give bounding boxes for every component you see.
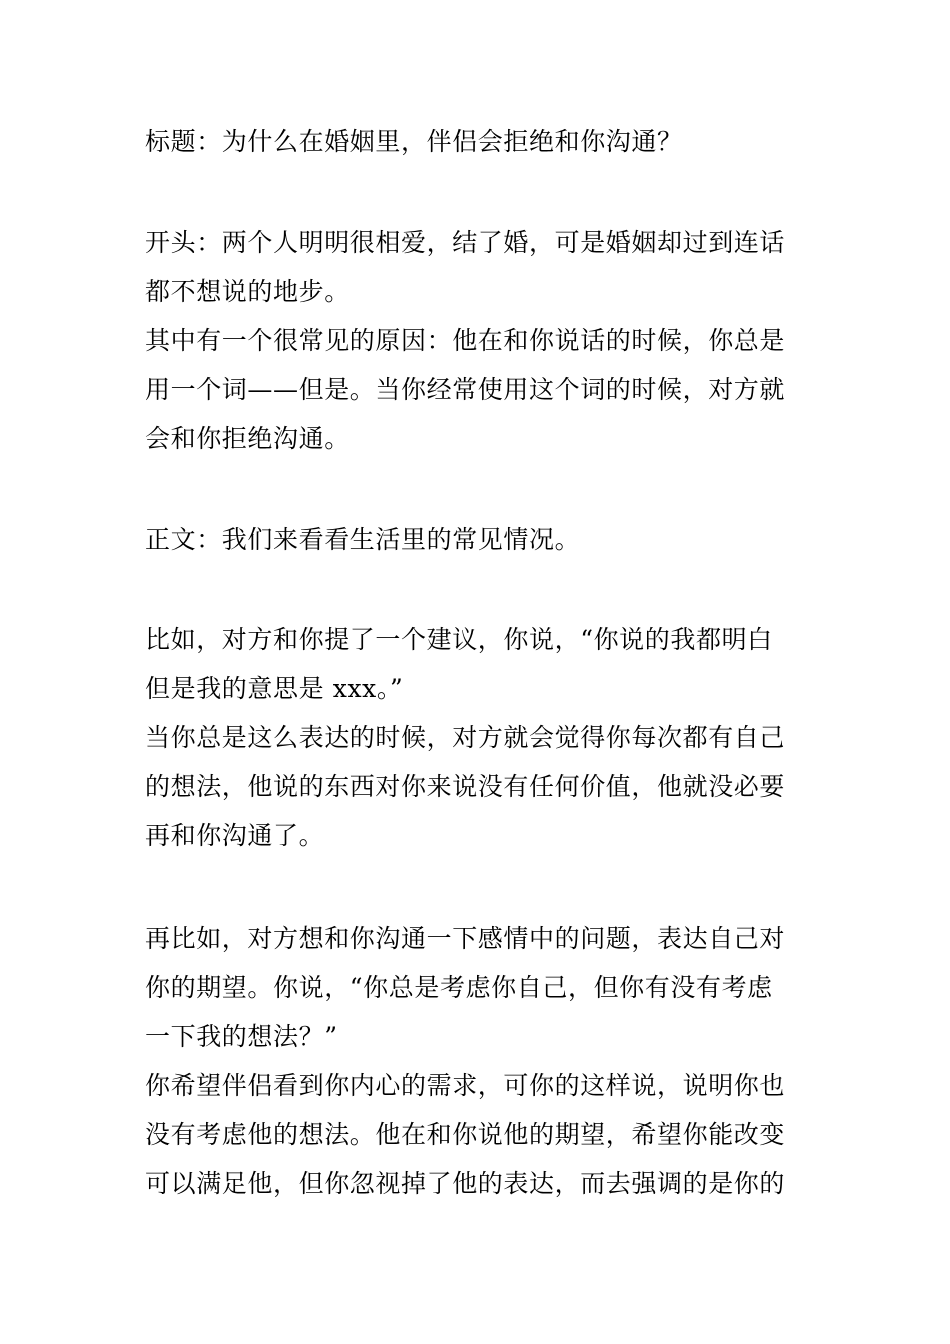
- text-line: 开头：两个人明明很相爱，结了婚，可是婚姻却过到连话: [145, 228, 786, 257]
- text-line: 用一个词——但是。当你经常使用这个词的时候，对方就: [145, 375, 786, 404]
- text-line: 的想法，他说的东西对你来说没有任何价值，他就没必要: [145, 772, 786, 801]
- document-title: 标题：为什么在婚姻里，伴侣会拒绝和你沟通？: [145, 127, 683, 156]
- text-line: 没有考虑他的想法。他在和你说他的期望，希望你能改变: [145, 1120, 786, 1149]
- text-line: 当你总是这么表达的时候，对方就会觉得你每次都有自己: [145, 723, 786, 752]
- text-line: 一下我的想法？”: [145, 1022, 338, 1051]
- text-line: 可以满足他，但你忽视掉了他的表达，而去强调的是你的: [145, 1169, 786, 1198]
- text-line: 再和你沟通了。: [145, 821, 325, 850]
- text-line: 都不想说的地步。: [145, 277, 350, 306]
- text-line: 其中有一个很常见的原因：他在和你说话的时候，你总是: [145, 326, 786, 355]
- text-line: 你的期望。你说，“你总是考虑你自己，但你有没有考虑: [145, 973, 773, 1002]
- text-line: 会和你拒绝沟通。: [145, 424, 350, 453]
- text-line: 但是我的意思是 xxx。”: [145, 674, 404, 703]
- text-line: 正文：我们来看看生活里的常见情况。: [145, 525, 581, 554]
- text-line: 比如，对方和你提了一个建议，你说，“你说的我都明白: [145, 625, 773, 654]
- text-line: 再比如，对方想和你沟通一下感情中的问题，表达自己对: [145, 924, 786, 953]
- text-line: 你希望伴侣看到你内心的需求，可你的这样说，说明你也: [145, 1071, 786, 1100]
